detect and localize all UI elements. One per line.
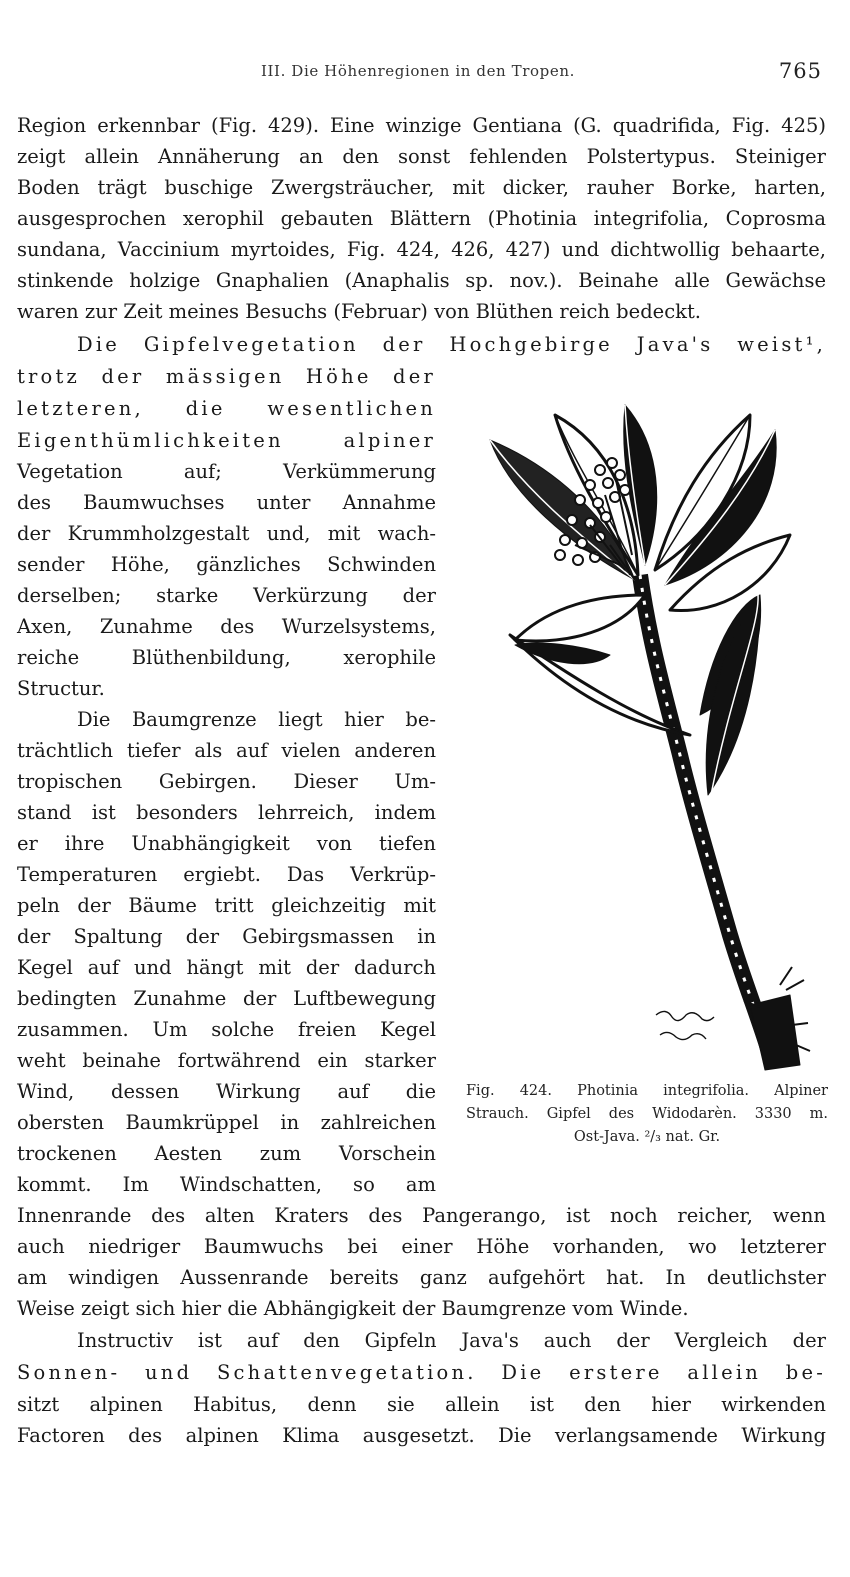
text-line: kommt. Im Windschatten, so am — [17, 1173, 436, 1196]
text-line: obersten Baumkrüppel in zahlreichen — [17, 1111, 436, 1134]
plant-illustration — [460, 395, 830, 1075]
text-line: Eigenthümlichkeiten alpiner — [17, 429, 436, 452]
text-line: auch niedriger Baumwuchs bei einer Höhe vorhanden, wo letzterer — [17, 1235, 826, 1258]
figure-caption — [466, 1080, 828, 1149]
text-line: Kegel auf und hängt mit der dadurch — [17, 956, 436, 979]
text-line: Structur. — [17, 677, 105, 700]
text-line: Die Baumgrenze liegt hier be- — [77, 708, 436, 731]
text-line: derselben; starke Verkürzung der — [17, 584, 436, 607]
text-line: er ihre Unabhängigkeit von tiefen — [17, 832, 436, 855]
caption-line: Fig. 424. Photinia integrifolia. Alpiner — [466, 1083, 828, 1099]
text-line: ausgesprochen xerophil gebauten Blättern (Photinia integrifolia, Coprosma — [17, 207, 826, 230]
text-line: tropischen Gebirgen. Dieser Um- — [17, 770, 436, 793]
text-line: der Krummholzgestalt und, mit wach- — [17, 522, 436, 545]
text-line: sitzt alpinen Habitus, denn sie allein ist den hier wirkenden — [17, 1393, 826, 1416]
text-line: weht beinahe fortwährend ein starker — [17, 1049, 436, 1072]
text-line: stinkende holzige Gnaphalien (Anaphalis sp. nov.). Beinahe alle Gewächse — [17, 269, 826, 292]
text-line: Innenrande des alten Kraters des Pangerango, ist noch reicher, wenn — [17, 1204, 826, 1227]
text-line: trotz der mässigen Höhe der — [17, 365, 436, 388]
text-line: Factoren des alpinen Klima ausgesetzt. Die verlangsamende Wirkung — [17, 1424, 826, 1447]
text-line: Weise zeigt sich hier die Abhängigkeit der Baumgrenze vom Winde. — [17, 1297, 689, 1320]
page-header — [0, 59, 850, 86]
text-line: trächtlich tiefer als auf vielen anderen — [17, 739, 436, 762]
page-number: 765 — [778, 59, 822, 83]
text-line: zusammen. Um solche freien Kegel — [17, 1018, 436, 1041]
caption-line: Strauch. Gipfel des Widodarèn. 3330 m. — [466, 1106, 828, 1122]
text-line: waren zur Zeit meines Besuchs (Februar) von Blüthen reich bedeckt. — [17, 300, 701, 323]
text-line: der Spaltung der Gebirgsmassen in — [17, 925, 436, 948]
text-line: Vegetation auf; Verkümmerung — [17, 460, 436, 483]
running-head: III. Die Höhenregionen in den Tropen. — [261, 62, 575, 80]
text-line: Sonnen- und Schattenvegetation. Die erstere allein be- — [17, 1361, 826, 1384]
text-line: stand ist besonders lehrreich, indem — [17, 801, 436, 824]
text-line: reiche Blüthenbildung, xerophile — [17, 646, 436, 669]
text-line: zeigt allein Annäherung an den sonst fehlenden Polstertypus. Steiniger — [17, 145, 826, 168]
text-line: peln der Bäume tritt gleichzeitig mit — [17, 894, 436, 917]
text-line: Boden trägt buschige Zwergsträucher, mit dicker, rauher Borke, harten, — [17, 176, 826, 199]
text-line: Axen, Zunahme des Wurzelsystems, — [17, 615, 436, 638]
text-line: des Baumwuchses unter Annahme — [17, 491, 436, 514]
caption-line: Ost-Java. ²/₃ nat. Gr. — [573, 1129, 721, 1145]
text-line: sundana, Vaccinium myrtoides, Fig. 424, 426, 427) und dichtwollig behaarte, — [17, 238, 826, 261]
text-line: bedingten Zunahme der Luftbewegung — [17, 987, 436, 1010]
text-line: Region erkennbar (Fig. 429). Eine winzige Gentiana (G. quadrifida, Fig. 425) — [17, 114, 826, 137]
text-line: Instructiv ist auf den Gipfeln Java's auch der Vergleich der — [77, 1329, 826, 1352]
text-line: am windigen Aussenrande bereits ganz aufgehört hat. In deutlichster — [17, 1266, 826, 1289]
artist-signature — [656, 1011, 714, 1039]
text-line: letzteren, die wesentlichen — [17, 397, 436, 420]
text-line: sender Höhe, gänzliches Schwinden — [17, 553, 436, 576]
text-line: Temperaturen ergiebt. Das Verkrüp- — [17, 863, 436, 886]
figure-photinia — [460, 395, 830, 1075]
text-line: Wind, dessen Wirkung auf die — [17, 1080, 436, 1103]
text-line: trockenen Aesten zum Vorschein — [17, 1142, 436, 1165]
text-line: Die Gipfelvegetation der Hochgebirge Java's weist¹, — [77, 333, 826, 356]
leaf — [515, 595, 645, 641]
